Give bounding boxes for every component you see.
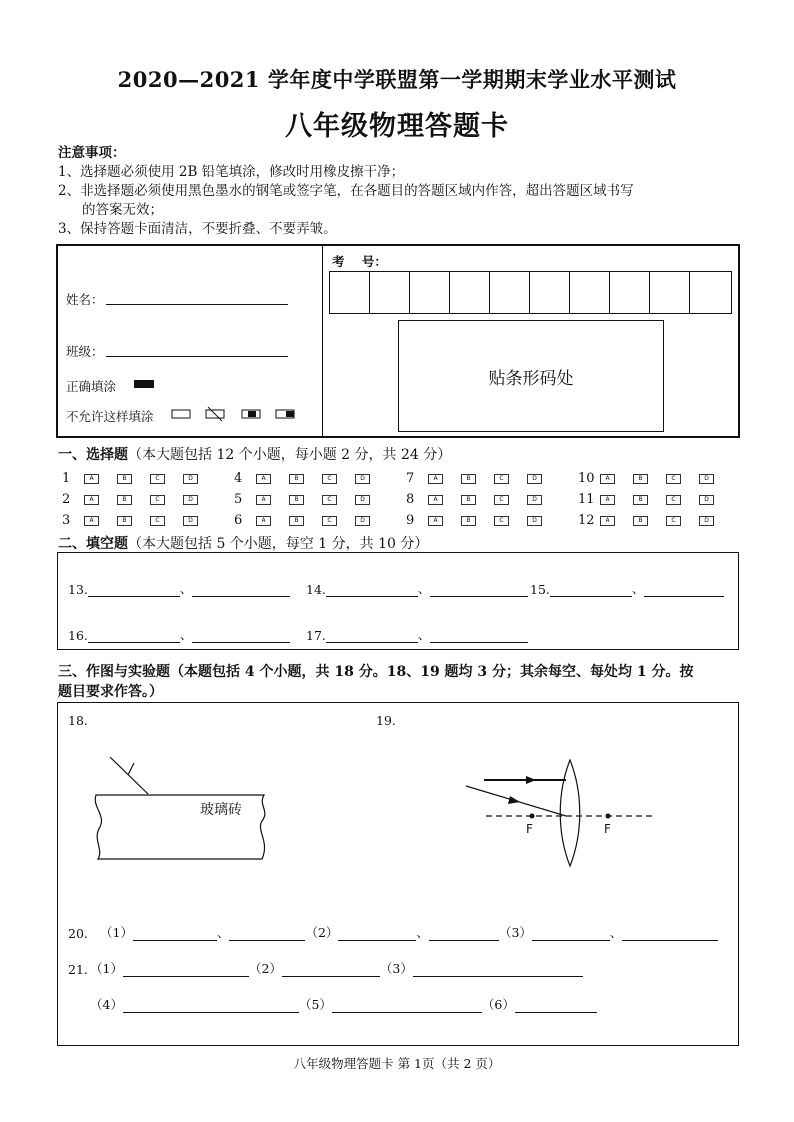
q16-blank-2[interactable] [192, 628, 290, 643]
q15-blank-2[interactable] [644, 582, 724, 597]
option-b-bubble[interactable]: B [117, 495, 132, 505]
option-c-bubble[interactable]: C [494, 474, 509, 484]
option-c-bubble[interactable]: C [322, 474, 337, 484]
q21-part-2-label: （2） [248, 961, 282, 976]
section2-heading [58, 533, 428, 553]
q20-1-blank-1[interactable] [133, 926, 217, 941]
q20-3-blank-1[interactable] [532, 926, 610, 941]
option-b-bubble[interactable]: B [633, 495, 648, 505]
notes-block [58, 144, 748, 239]
option-c-bubble[interactable]: C [666, 516, 681, 526]
option-a-bubble[interactable]: A [428, 474, 443, 484]
option-b-bubble[interactable]: B [461, 495, 476, 505]
question-number: 12 [578, 513, 595, 528]
option-a-bubble[interactable]: A [256, 516, 271, 526]
option-b-bubble[interactable]: B [633, 474, 648, 484]
q21-5-blank[interactable] [332, 998, 482, 1013]
exam-number-cell[interactable] [530, 272, 570, 313]
class-field[interactable] [106, 342, 288, 357]
barcode-area [398, 320, 664, 432]
separator: 、 [216, 925, 230, 940]
q21-part-1-label: （1） [90, 961, 123, 976]
exam-number-cell[interactable] [570, 272, 610, 313]
question-21-row-2 [90, 995, 597, 1013]
option-c-bubble[interactable]: C [150, 495, 165, 505]
question-number: 4 [234, 471, 243, 486]
option-b-bubble[interactable]: B [289, 474, 304, 484]
q20-2-blank-2[interactable] [429, 926, 499, 941]
option-a-bubble[interactable]: A [600, 474, 615, 484]
option-d-bubble[interactable]: D [699, 495, 714, 505]
section1-heading [58, 444, 451, 464]
option-c-bubble[interactable]: C [150, 474, 165, 484]
question-17-label: 17. [306, 628, 326, 643]
option-a-bubble[interactable]: A [256, 495, 271, 505]
exam-title: 2020—2021 学年度中学联盟第一学期期末学业水平测试 [117, 67, 677, 92]
exam-number-cell[interactable] [610, 272, 650, 313]
exam-number-label: 考 号： [332, 254, 387, 269]
exam-number-cell[interactable] [690, 272, 730, 313]
q21-2-blank[interactable] [282, 962, 380, 977]
section3-heading [58, 662, 748, 702]
q20-part-3-label: （3） [498, 925, 532, 940]
question-number: 8 [406, 492, 415, 507]
drawing-experiment-area [57, 702, 739, 1046]
q21-1-blank[interactable] [123, 962, 249, 977]
question-15-label: 15. [530, 582, 550, 597]
q21-part-3-label: （3） [379, 961, 413, 976]
separator: 、 [417, 581, 431, 596]
notes-heading: 注意事项： [58, 145, 126, 161]
option-d-bubble[interactable]: D [699, 516, 714, 526]
glass-brick-diagram[interactable] [88, 753, 278, 865]
exam-number-cell[interactable] [410, 272, 450, 313]
section1-desc: （本大题包括 12 个小题，每小题 2 分，共 24 分） [128, 447, 452, 463]
question-13-label: 13. [68, 582, 88, 597]
page-footer: 八年级物理答题卡 第 1页（共 2 页） [293, 1056, 501, 1071]
option-b-bubble[interactable]: B [117, 474, 132, 484]
option-b-bubble[interactable]: B [289, 495, 304, 505]
option-d-bubble[interactable]: D [699, 474, 714, 484]
wrong-fill-label: 不允许这样填涂 [66, 409, 154, 424]
question-number: 1 [62, 471, 71, 486]
note-item-1: 1、选择题必须使用 2B 铅笔填涂，修改时用橡皮擦干净； [58, 164, 405, 180]
question-14-label: 14. [306, 582, 326, 597]
separator: 、 [417, 627, 431, 642]
option-b-bubble[interactable]: B [289, 516, 304, 526]
option-c-bubble[interactable]: C [322, 516, 337, 526]
q20-3-blank-2[interactable] [622, 926, 718, 941]
q20-part-2-label: （2） [305, 925, 339, 940]
question-number: 6 [234, 513, 243, 528]
q21-part-4-label: （4） [90, 997, 123, 1012]
option-c-bubble[interactable]: C [666, 495, 681, 505]
exam-number-cell[interactable] [650, 272, 690, 313]
option-c-bubble[interactable]: C [494, 495, 509, 505]
fill-blank-area [57, 552, 739, 650]
name-label: 姓名： [66, 292, 104, 307]
section1-title: 一、选择题 [58, 447, 128, 463]
note-item-3: 3、保持答题卡面清洁，不要折叠、不要弄皱。 [58, 221, 337, 237]
option-a-bubble[interactable]: A [428, 495, 443, 505]
question-19-label: 19. [376, 713, 396, 728]
option-c-bubble[interactable]: C [666, 474, 681, 484]
q15-blank-1[interactable] [550, 582, 632, 597]
option-c-bubble[interactable]: C [494, 516, 509, 526]
separator: 、 [609, 925, 623, 940]
exam-number-cell[interactable] [370, 272, 410, 313]
q21-part-6-label: （6） [481, 997, 515, 1012]
q14-blank-1[interactable] [326, 582, 418, 597]
option-c-bubble[interactable]: C [322, 495, 337, 505]
option-a-bubble[interactable]: A [600, 516, 615, 526]
separator: 、 [631, 581, 645, 596]
correct-fill-sample [134, 380, 154, 388]
class-label: 班级： [66, 344, 104, 359]
option-d-bubble[interactable]: D [527, 495, 542, 505]
question-number: 11 [578, 492, 595, 507]
option-b-bubble[interactable]: B [461, 474, 476, 484]
exam-number-cell[interactable] [490, 272, 530, 313]
question-20-label: 20. [68, 926, 88, 941]
option-a-bubble[interactable]: A [84, 495, 99, 505]
q14-blank-2[interactable] [430, 582, 528, 597]
section2-desc: （本大题包括 5 个小题，每空 1 分，共 10 分） [128, 536, 429, 552]
note-item-2-cont: 的答案无效； [82, 202, 163, 218]
q17-blank-2[interactable] [430, 628, 528, 643]
option-d-bubble[interactable]: D [183, 474, 198, 484]
question-21-label: 21. [68, 962, 88, 977]
section3-title: 三、作图与实验题 [58, 664, 170, 680]
focus-left-label: F [526, 822, 533, 836]
option-a-bubble[interactable]: A [84, 516, 99, 526]
q21-3-blank[interactable] [413, 962, 583, 977]
exam-number-grid [329, 271, 732, 314]
glass-brick-label: 玻璃砖 [200, 802, 242, 818]
option-a-bubble[interactable]: A [84, 474, 99, 484]
name-field[interactable] [106, 290, 288, 305]
option-a-bubble[interactable]: A [428, 516, 443, 526]
wrong-fill-samples [170, 406, 310, 422]
question-number: 10 [578, 471, 595, 486]
q13-blank-2[interactable] [192, 582, 290, 597]
section3-desc-1: （本题包括 4 个小题，共 18 分。18、19 题均 3 分；其余每空、每处均 1 分。按 [170, 664, 694, 680]
option-d-bubble[interactable]: D [355, 495, 370, 505]
option-d-bubble[interactable]: D [355, 474, 370, 484]
q17-blank-1[interactable] [326, 628, 418, 643]
option-d-bubble[interactable]: D [527, 474, 542, 484]
answer-sheet-title: 八年级物理答题卡 [285, 111, 509, 142]
barcode-label: 贴条形码处 [488, 368, 574, 389]
q16-blank-1[interactable] [88, 628, 180, 643]
focus-right-label: F [604, 822, 611, 836]
q13-blank-1[interactable] [88, 582, 180, 597]
q21-4-blank[interactable] [123, 998, 299, 1013]
q20-1-blank-2[interactable] [229, 926, 305, 941]
separator: 、 [179, 627, 193, 642]
separator: 、 [179, 581, 193, 596]
question-20-row [68, 923, 718, 941]
question-number: 7 [406, 471, 415, 486]
convex-lens-diagram[interactable] [458, 758, 668, 868]
option-d-bubble[interactable]: D [183, 495, 198, 505]
option-d-bubble[interactable]: D [527, 516, 542, 526]
exam-number-cell[interactable] [330, 272, 370, 313]
question-16-label: 16. [68, 628, 88, 643]
question-number: 9 [406, 513, 415, 528]
section3-desc-2: 题目要求作答。） [58, 684, 163, 700]
option-c-bubble[interactable]: C [150, 516, 165, 526]
option-b-bubble[interactable]: B [633, 516, 648, 526]
option-d-bubble[interactable]: D [355, 516, 370, 526]
option-b-bubble[interactable]: B [461, 516, 476, 526]
option-b-bubble[interactable]: B [117, 516, 132, 526]
student-info-box [56, 244, 740, 438]
exam-number-cell[interactable] [450, 272, 490, 313]
multiple-choice-grid [62, 468, 750, 531]
question-number: 2 [62, 492, 71, 507]
q20-2-blank-1[interactable] [338, 926, 416, 941]
question-21-row-1 [68, 959, 583, 977]
q21-part-5-label: （5） [298, 997, 332, 1012]
question-number: 3 [62, 513, 71, 528]
option-a-bubble[interactable]: A [256, 474, 271, 484]
option-d-bubble[interactable]: D [183, 516, 198, 526]
option-a-bubble[interactable]: A [600, 495, 615, 505]
note-item-2: 2、非选择题必须使用黑色墨水的钢笔或签字笔，在各题目的答题区域内作答，超出答题区域书写 [58, 183, 634, 199]
correct-fill-label: 正确填涂 [66, 379, 117, 394]
q21-6-blank[interactable] [515, 998, 597, 1013]
question-number: 5 [234, 492, 243, 507]
section2-title: 二、填空题 [58, 536, 128, 552]
separator: 、 [416, 925, 429, 940]
question-18-label: 18. [68, 713, 88, 728]
q20-part-1-label: （1） [100, 925, 133, 940]
